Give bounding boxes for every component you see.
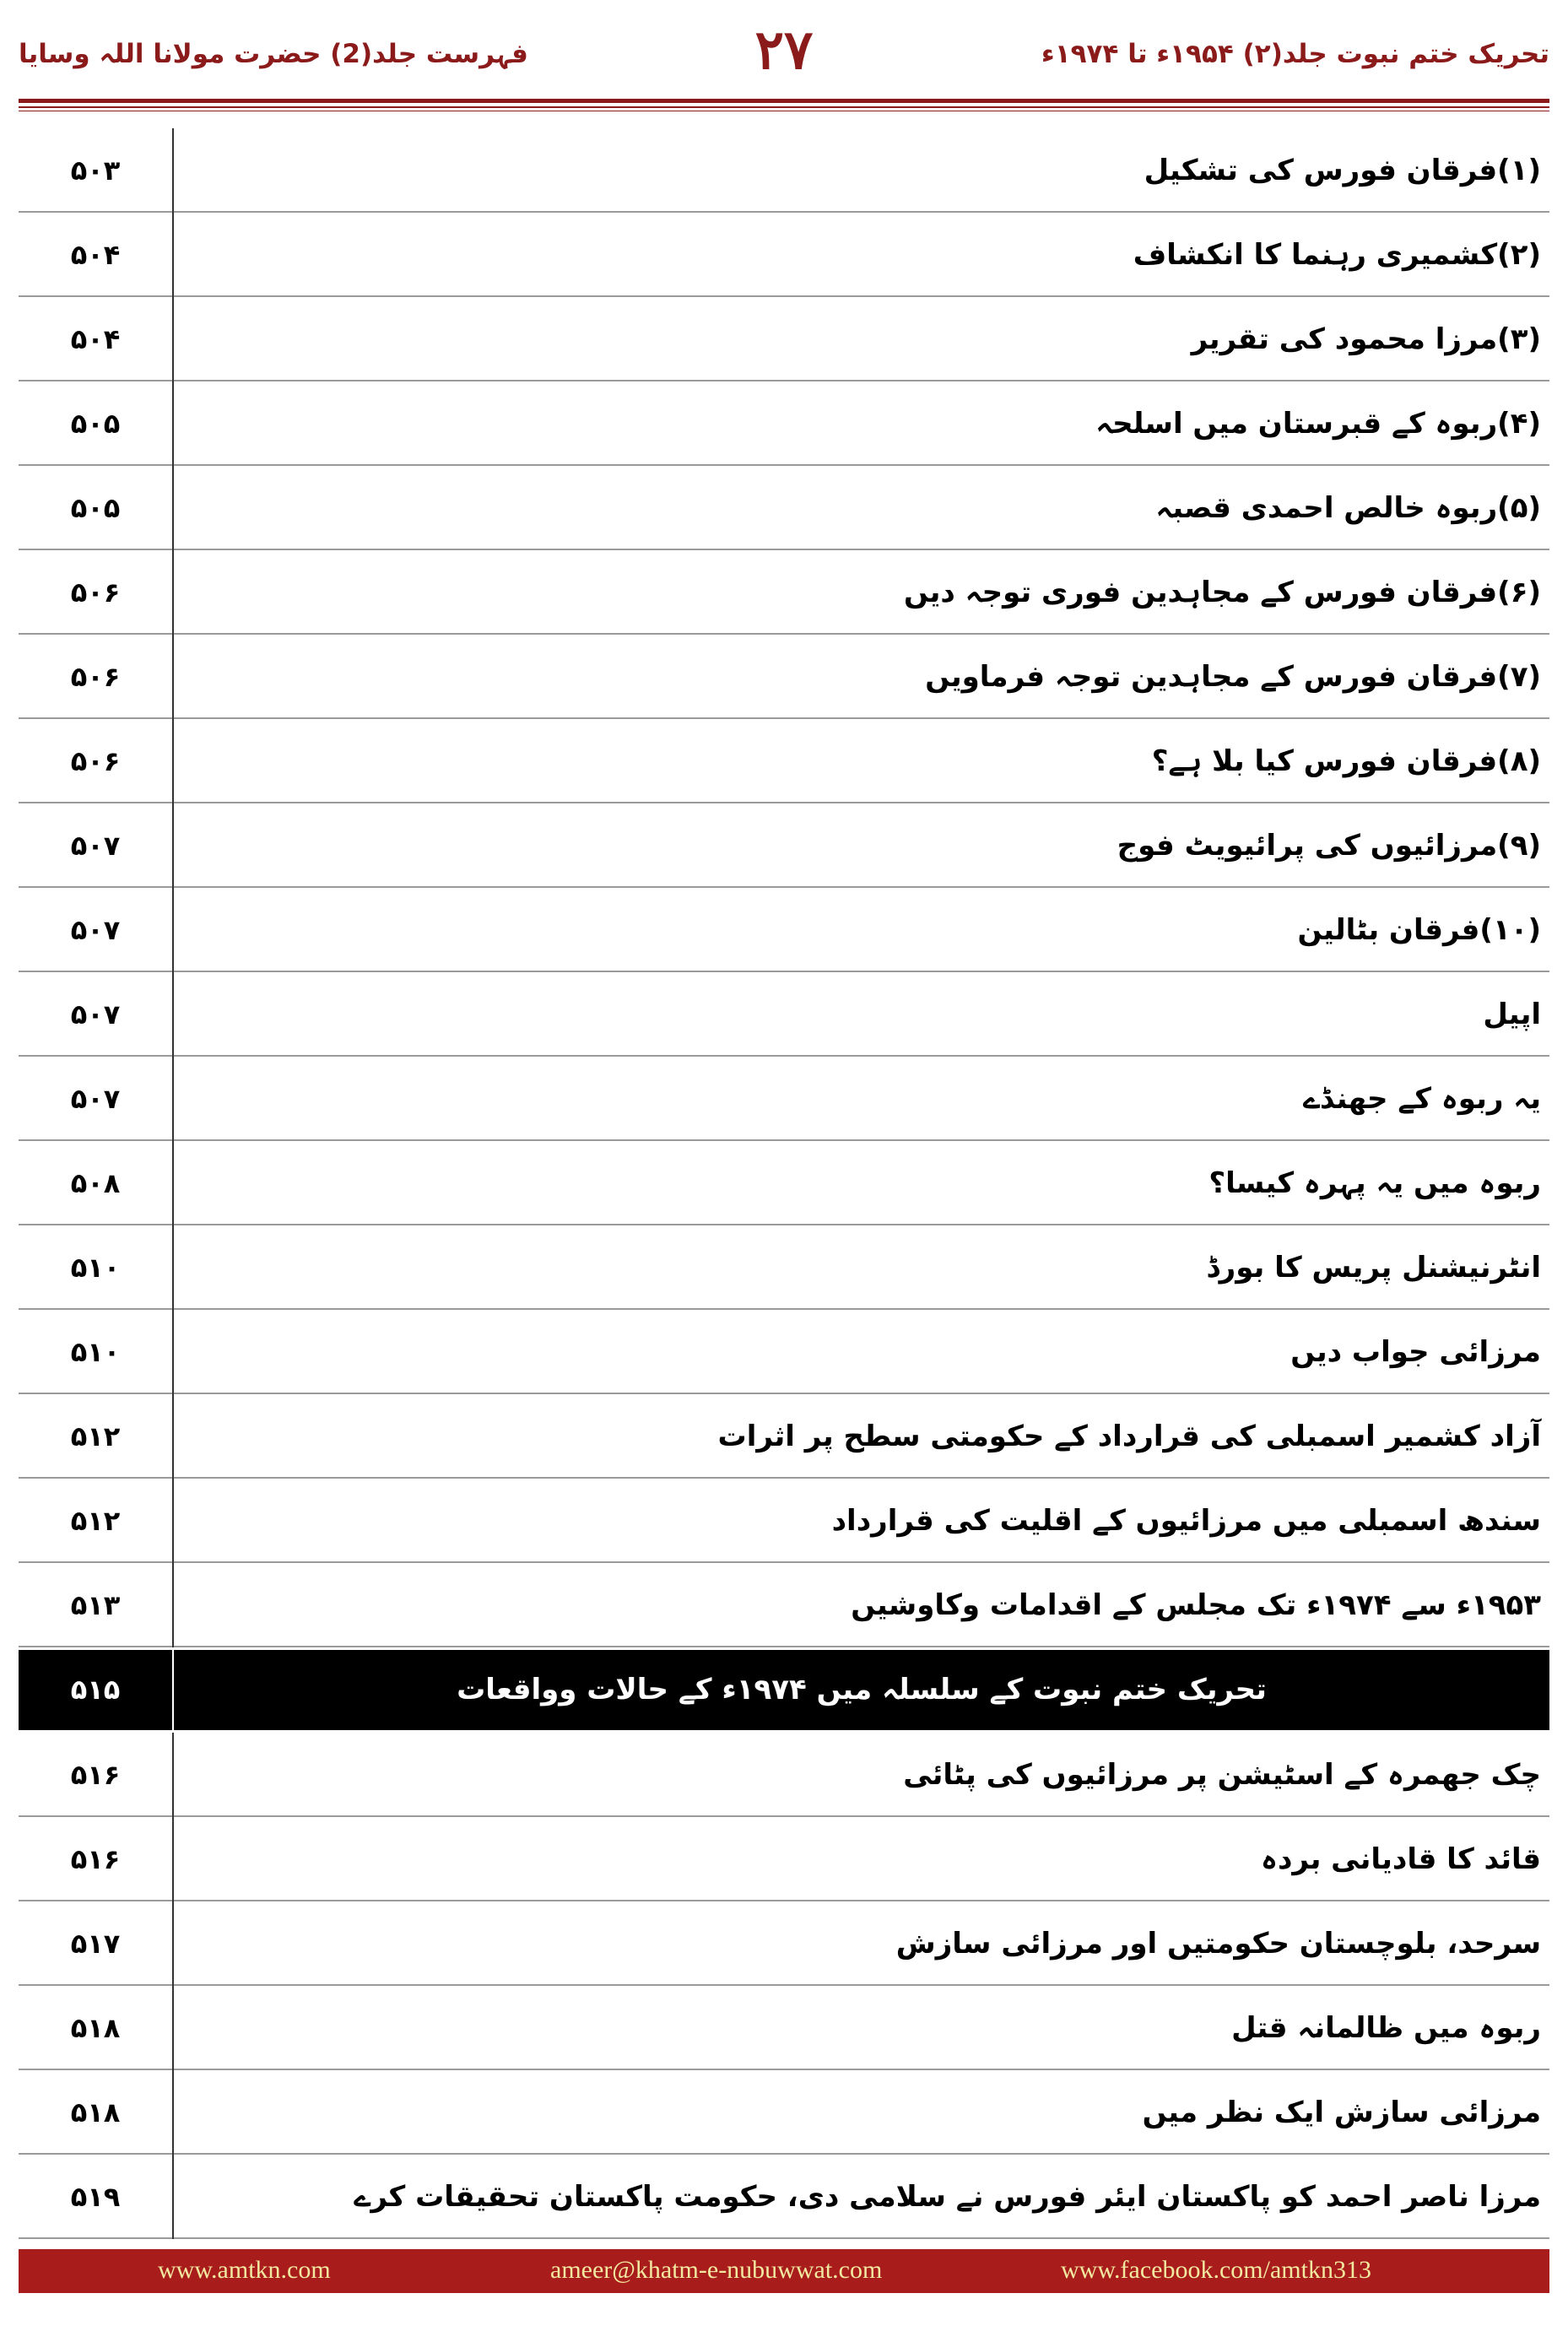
entry-title: سندھ اسمبلی میں مرزائیوں کے اقلیت کی قرارداد (174, 1479, 1549, 1563)
entry-title: مرزائی جواب دیں (174, 1310, 1549, 1394)
index-row (19, 2070, 1549, 2155)
index-row (19, 128, 1549, 213)
entry-title: (۷)فرقان فورس کے مجاہدین توجہ فرماویں (174, 635, 1549, 719)
entry-page-number: ۵۰۸ (19, 1141, 172, 1225)
entry-title: ربوہ میں یہ پہرہ کیسا؟ (174, 1141, 1549, 1225)
entry-page-number: ۵۰۷ (19, 888, 172, 972)
entry-page-number: ۵۰۵ (19, 466, 172, 550)
index-row (19, 1394, 1549, 1479)
index-row (19, 1225, 1549, 1310)
entry-title: چک جھمرہ کے اسٹیشن پر مرزائیوں کی پٹائی (174, 1733, 1549, 1817)
entry-page-number: ۵۰۷ (19, 1057, 172, 1141)
index-row (19, 213, 1549, 297)
index-row (19, 1817, 1549, 1901)
entry-title: سرحد، بلوچستان حکومتیں اور مرزائی سازش (174, 1901, 1549, 1986)
index-row (19, 2155, 1549, 2239)
section-page-number: ۵۱۵ (70, 1674, 121, 1706)
index-row (19, 803, 1549, 888)
entry-page-number: ۵۰۶ (19, 550, 172, 635)
header-rule (19, 106, 1549, 108)
entry-page-number: ۵۱۸ (19, 2070, 172, 2155)
entry-page-number: ۵۰۶ (19, 719, 172, 803)
entry-page-number: ۵۱۶ (19, 1733, 172, 1817)
entry-title: ربوہ میں ظالمانہ قتل (174, 1986, 1549, 2070)
book-title: تحریک ختم نبوت جلد(۲) ۱۹۵۴ء تا ۱۹۷۴ء (1041, 39, 1549, 69)
entry-page-number: ۵۰۶ (19, 635, 172, 719)
email-link[interactable]: ameer@khatm-e-nubuwwat.com (550, 2256, 883, 2284)
entry-title: اپیل (174, 972, 1549, 1057)
entry-title: مرزا ناصر احمد کو پاکستان ایئر فورس نے سلامی دی، حکومت پاکستان تحقیقات کرے (174, 2155, 1549, 2239)
entry-page-number: ۵۱۶ (19, 1817, 172, 1901)
page-number: ۲۷ (754, 19, 814, 82)
entry-title: ۱۹۵۳ء سے ۱۹۷۴ء تک مجلس کے اقدامات وکاوشیں (174, 1563, 1549, 1647)
entry-title: یہ ربوہ کے جھنڈے (174, 1057, 1549, 1141)
page-footer (19, 2249, 1549, 2293)
index-row (19, 888, 1549, 972)
entry-page-number: ۵۱۰ (19, 1310, 172, 1394)
entry-page-number: ۵۰۴ (19, 213, 172, 297)
entry-title: (۵)ربوہ خالص احمدی قصبہ (174, 466, 1549, 550)
entry-page-number: ۵۱۳ (19, 1563, 172, 1647)
index-row (19, 1057, 1549, 1141)
entry-title: (۶)فرقان فورس کے مجاہدین فوری توجہ دیں (174, 550, 1549, 635)
header-rule (19, 99, 1549, 103)
entry-page-number: ۵۰۳ (19, 128, 172, 213)
entry-page-number: ۵۱۰ (19, 1225, 172, 1310)
index-row (19, 1563, 1549, 1647)
entry-page-number: ۵۰۵ (19, 381, 172, 466)
index-row (19, 550, 1549, 635)
entry-title: آزاد کشمیر اسمبلی کی قرارداد کے حکومتی سطح پر اثرات (174, 1394, 1549, 1479)
index-row (19, 972, 1549, 1057)
facebook-link[interactable]: www.facebook.com/amtkn313 (1061, 2256, 1371, 2284)
section-title: تحریک ختم نبوت کے سلسلہ میں ۱۹۷۴ء کے حالات وواقعات (457, 1673, 1267, 1706)
index-row (19, 719, 1549, 803)
entry-title: (۳)مرزا محمود کی تقریر (174, 297, 1549, 381)
index-row (19, 1479, 1549, 1563)
index-row (19, 635, 1549, 719)
entry-title: مرزائی سازش ایک نظر میں (174, 2070, 1549, 2155)
entry-page-number: ۵۰۴ (19, 297, 172, 381)
entry-page-number: ۵۱۲ (19, 1479, 172, 1563)
entry-title: قائد کا قادیانی بردہ (174, 1817, 1549, 1901)
index-row (19, 1733, 1549, 1817)
entry-page-number: ۵۰۷ (19, 972, 172, 1057)
entry-title: (۴)ربوہ کے قبرستان میں اسلحہ (174, 381, 1549, 466)
section-header-row (19, 1650, 1549, 1730)
website-link[interactable]: www.amtkn.com (158, 2256, 331, 2284)
entry-page-number: ۵۱۹ (19, 2155, 172, 2239)
entry-title: (۱)فرقان فورس کی تشکیل (174, 128, 1549, 213)
index-row (19, 1901, 1549, 1986)
volume-index-label: فہرست جلد(2) حضرت مولانا اللہ وسایا (19, 39, 528, 69)
column-divider (172, 1650, 174, 1730)
entry-page-number: ۵۰۷ (19, 803, 172, 888)
entry-title: انٹرنیشنل پریس کا بورڈ (174, 1225, 1549, 1310)
index-row (19, 1986, 1549, 2070)
index-row (19, 1310, 1549, 1394)
entry-title: (۲)کشمیری رہنما کا انکشاف (174, 213, 1549, 297)
entry-title: (۱۰)فرقان بٹالین (174, 888, 1549, 972)
index-row (19, 297, 1549, 381)
index-row (19, 466, 1549, 550)
index-row (19, 381, 1549, 466)
index-row (19, 1141, 1549, 1225)
page-header (0, 0, 1568, 105)
entry-page-number: ۵۱۷ (19, 1901, 172, 1986)
entry-title: (۹)مرزائیوں کی پرائیویٹ فوج (174, 803, 1549, 888)
entry-title: (۸)فرقان فورس کیا بلا ہے؟ (174, 719, 1549, 803)
entry-page-number: ۵۱۸ (19, 1986, 172, 2070)
entry-page-number: ۵۱۲ (19, 1394, 172, 1479)
